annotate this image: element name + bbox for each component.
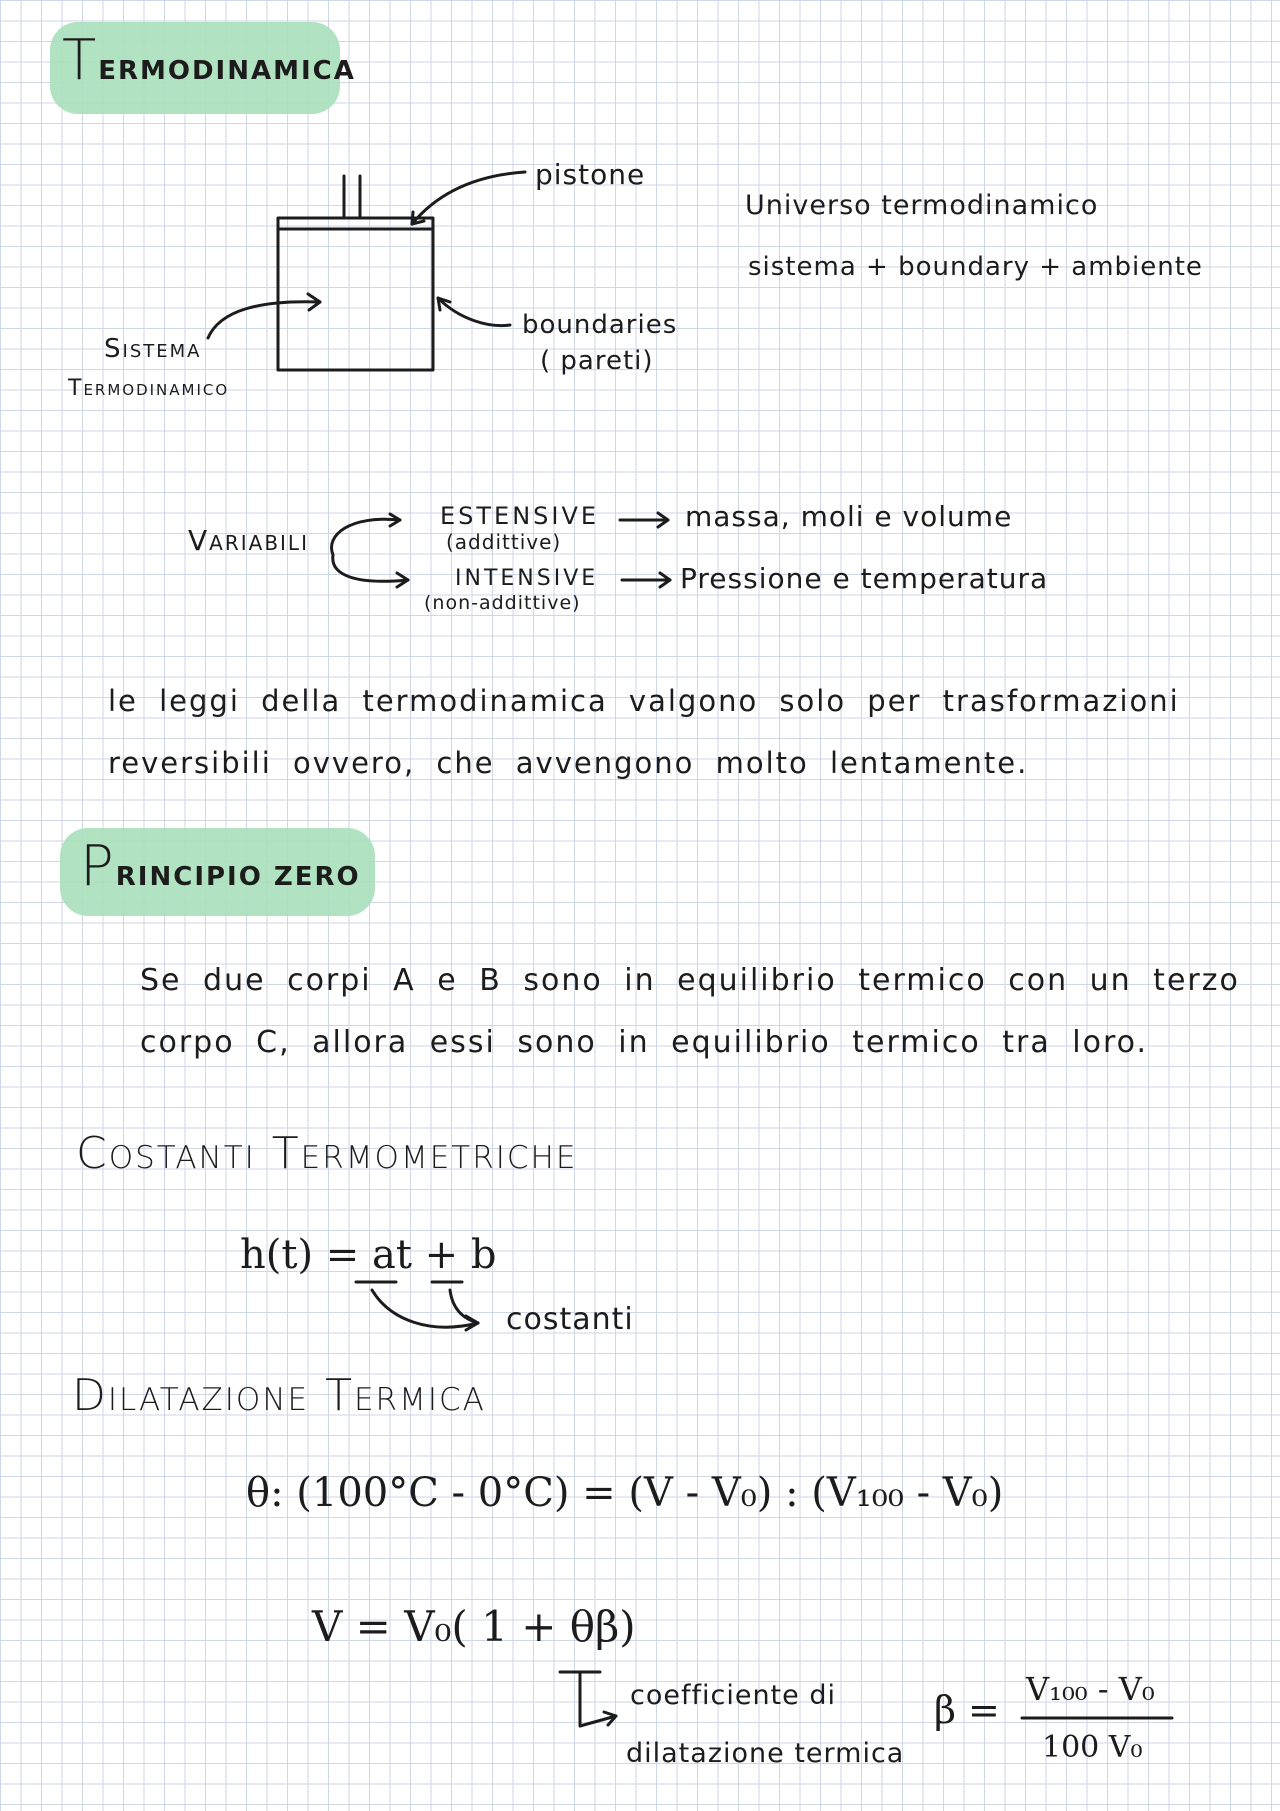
beta-numerator: V₁₀₀ - V₀ xyxy=(1026,1670,1155,1708)
universo-line2: sistema + boundary + ambiente xyxy=(748,252,1203,282)
costanti-formula: h(t) = at + b xyxy=(240,1232,497,1278)
coefficient-line2: dilatazione termica xyxy=(626,1738,905,1769)
intensive-label: INTENSIVE xyxy=(455,566,599,591)
dilatazione-volume-formula: V = V₀( 1 + θβ) xyxy=(312,1602,636,1651)
principio-line2: corpo C, allora essi sono in equilibrio termico tra loro. xyxy=(140,1025,1148,1060)
estensive-sub: (addittive) xyxy=(446,530,562,554)
label-termodinamico: Termodinamico xyxy=(68,376,230,401)
beta-label: β = xyxy=(934,1688,1000,1732)
universo-line1: Universo termodinamico xyxy=(745,190,1099,221)
costanti-title: Costanti Termometriche xyxy=(76,1128,578,1179)
label-boundaries: boundaries xyxy=(522,310,678,340)
principio-line1: Se due corpi A e B sono in equilibrio termico con un terzo xyxy=(140,963,1240,998)
estensive-label: ESTENSIVE xyxy=(440,502,600,530)
page-title: TERMODINAMICA xyxy=(62,28,356,93)
principio-zero-title: PRINCIPIO ZERO xyxy=(80,834,361,899)
variabili-label: Variabili xyxy=(188,524,309,557)
dilatazione-title: Dilatazione Termica xyxy=(72,1370,486,1421)
costanti-label: costanti xyxy=(506,1302,634,1337)
leggi-line2: reversibili ovvero, che avvengono molto lentamente. xyxy=(108,746,1029,780)
label-pistone: pistone xyxy=(535,158,646,191)
coefficient-line1: coefficiente di xyxy=(630,1680,836,1711)
intensive-desc: Pressione e temperatura xyxy=(680,562,1049,595)
leggi-line1: le leggi della termodinamica valgono solo per trasformazioni xyxy=(108,684,1180,718)
label-sistema: Sistema xyxy=(104,334,202,364)
estensive-desc: massa, moli e volume xyxy=(685,500,1013,533)
intensive-sub: (non-addittive) xyxy=(424,592,581,614)
dilatazione-proportion: θ: (100°C - 0°C) = (V - V₀) : (V₁₀₀ - V₀) xyxy=(246,1470,1004,1516)
label-pareti: ( pareti) xyxy=(540,346,654,376)
beta-denominator: 100 V₀ xyxy=(1042,1730,1143,1765)
